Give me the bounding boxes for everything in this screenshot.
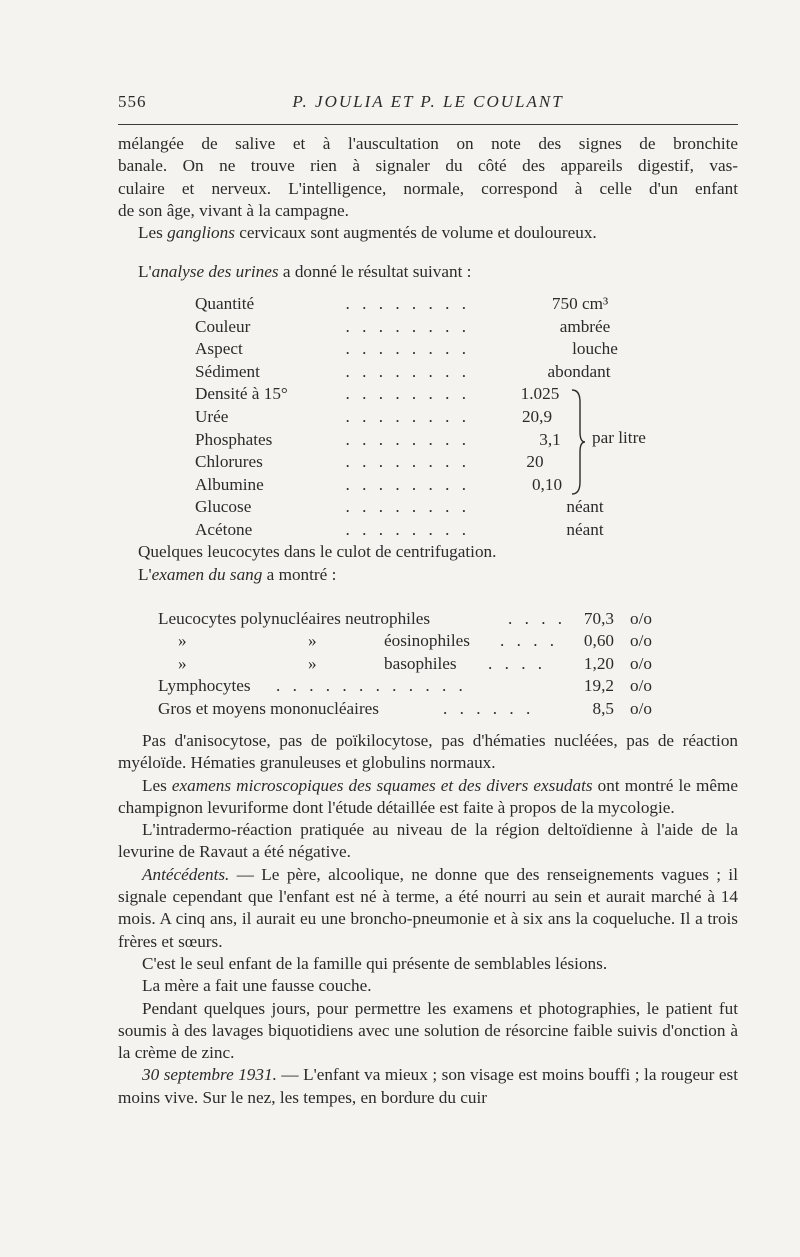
paragraph-7: La mère a fait une fausse couche. <box>142 976 372 996</box>
running-head: P. JOULIA ET P. LE COULANT <box>292 92 564 111</box>
urine-row <box>195 361 655 384</box>
paragraph-3-pre: Les <box>142 775 172 795</box>
blood-row <box>158 608 718 630</box>
paragraph-6: C'est le seul enfant de la famille qui présente de semblables lésions. <box>142 953 608 973</box>
blood-unit: o/o <box>630 698 652 718</box>
urine-value: ambrée <box>559 316 611 336</box>
urine-intro-pre: L' <box>138 262 152 281</box>
urine-value: 0,10 <box>531 474 563 494</box>
paragraph-5-post: — Le père, alcoolique, ne donne que des renseignements vagues ; il signale cependant que l'enfant est né à terme, a été nourri au sein et aurait marché à 14 mois. A cinq ans, il aurait eu une broncho-pneumonie et à six ans la coqueluche. Il a trois frères et sœurs. <box>118 864 738 951</box>
urine-value: 1.025 <box>520 384 560 404</box>
urine-label: Acétone <box>195 519 253 539</box>
blood-unit: o/o <box>630 609 652 628</box>
leader-dots: . . . . . . . . <box>345 497 470 517</box>
blood-value: 70,3 <box>583 609 614 628</box>
blood-intro-post: a montré : <box>262 565 337 584</box>
blood-label: éosinophiles <box>384 631 470 651</box>
urine-label: Glucose <box>195 497 252 517</box>
leader-dots: . . . . . . . . <box>345 384 470 404</box>
ditto-mark: » <box>308 631 317 651</box>
blood-row <box>158 698 718 720</box>
antecedents-heading: Antécédents. <box>142 864 230 884</box>
paragraph-3 <box>118 775 738 820</box>
paragraph-group-2 <box>118 730 738 1109</box>
leader-dots: . . . . . . . . <box>345 361 470 381</box>
leucocytes-line: Quelques leucocytes dans le culot de centrifugation. <box>138 542 497 561</box>
urine-row <box>195 383 655 406</box>
urine-row <box>195 474 655 497</box>
urine-value: abondant <box>547 361 611 381</box>
urine-row <box>195 406 655 429</box>
paragraph-2 <box>118 730 738 775</box>
blood-value: 0,60 <box>583 631 614 651</box>
blood-label: Gros et moyens mononucléaires <box>158 698 379 718</box>
date-heading: 30 septembre 1931. <box>142 1065 277 1085</box>
right-brace <box>570 388 586 496</box>
ganglions-italic: ganglions <box>167 223 235 243</box>
blood-table <box>158 608 718 720</box>
paragraph-1-line: de son âge, vivant à la campagne. <box>118 200 349 220</box>
leader-dots: . . . . . . . . <box>345 429 470 449</box>
urine-label: Phosphates <box>195 429 273 449</box>
ganglions-line <box>118 222 738 244</box>
paragraph-2-line: de réaction myéloïde. Hématies granuleuses et globulins normaux. <box>118 731 739 773</box>
paragraph-9-post: — L'enfant va mieux ; son visage est moins bouffi ; la rougeur est moins vive. Sur le nez, les tempes, en bordure du cuir <box>118 1065 739 1107</box>
urine-value: 750 cm³ <box>551 294 609 313</box>
paragraph-5 <box>118 864 738 953</box>
ganglions-post: cervicaux sont augmentés de volume et douloureux. <box>234 223 597 243</box>
blood-unit: o/o <box>630 676 652 696</box>
paragraph-2-line: Pas d'anisocytose, pas de poïkilocytose, pas d'hématies nucléées, pas <box>142 731 650 750</box>
paragraph-1 <box>118 133 738 244</box>
urine-value: 20,9 <box>521 406 553 426</box>
paragraph-4: L'intradermo-réaction pratiquée au niveau de la région deltoïdienne à l'aide de la levurine de Ravaut a été négative. <box>118 820 738 862</box>
leader-dots: . . . . <box>488 653 547 673</box>
urine-value: 20 <box>526 452 544 472</box>
leader-dots: . . . . <box>500 631 559 651</box>
leader-dots: . . . . . . . . . . . . <box>276 676 467 696</box>
urine-label: Albumine <box>195 474 264 494</box>
urine-row <box>195 451 655 474</box>
urine-label: Aspect <box>195 339 243 359</box>
urine-value: louche <box>572 339 618 359</box>
ganglions-pre: Les <box>138 223 168 243</box>
leader-dots: . . . . . . . . <box>345 339 470 359</box>
per-litre-label: par litre <box>592 428 646 447</box>
page-number: 556 <box>118 92 147 111</box>
blood-value: 8,5 <box>592 698 614 718</box>
leader-dots: . . . . . . <box>443 698 535 718</box>
blood-unit: o/o <box>630 653 652 673</box>
blood-row <box>158 675 718 697</box>
urine-label: Densité à 15° <box>195 384 288 404</box>
ditto-mark: » <box>178 653 187 673</box>
paragraph-3-post: ont montré le même champignon levuriforme dont l'étude détaillée est faite à propos de la mycologie. <box>118 775 738 817</box>
urine-row <box>195 316 655 339</box>
urine-value: néant <box>566 497 604 517</box>
urine-table <box>195 293 655 542</box>
paragraph-8: Pendant quelques jours, pour permettre les examens et photographies, le patient fut soumis à des lavages biquotidiens avec une solution de résorcine faible suivis d'onction à la crème de zinc. <box>118 998 738 1063</box>
urine-row <box>195 293 655 316</box>
blood-row <box>158 630 718 652</box>
urine-label: Couleur <box>195 316 251 336</box>
blood-value: 19,2 <box>583 676 614 696</box>
paragraph-9 <box>118 1064 738 1109</box>
page-header <box>118 92 738 114</box>
paragraph-3-italic: examens microscopiques des squames et des divers exsudats <box>171 775 593 795</box>
ditto-mark: » <box>178 631 187 651</box>
header-rule <box>118 124 738 125</box>
ditto-mark: » <box>308 653 317 673</box>
leader-dots: . . . . <box>508 609 567 628</box>
paragraph-1-line: banale. On ne trouve rien à signaler du côté des appareils digestif, vas- <box>118 156 738 176</box>
blood-intro <box>138 564 336 586</box>
paragraph-1-line: mélangée de salive et à l'auscultation on note des signes de bronchite <box>118 134 738 153</box>
urine-intro-italic: analyse des urines <box>151 262 279 281</box>
blood-row <box>158 653 718 675</box>
urine-value: néant <box>566 519 604 539</box>
blood-intro-pre: L' <box>138 565 152 584</box>
blood-intro-italic: examen du sang <box>151 565 263 584</box>
blood-label: Leucocytes polynucléaires neutrophiles <box>158 609 431 628</box>
urine-row <box>195 338 655 361</box>
urine-label: Chlorures <box>195 452 263 472</box>
blood-label: Lymphocytes <box>158 676 251 696</box>
urine-label: Urée <box>195 406 229 426</box>
paragraph-1-line: culaire et nerveux. L'intelligence, normale, correspond à celle d'un enfant <box>118 178 738 198</box>
blood-value: 1,20 <box>583 653 614 673</box>
urine-row <box>195 496 655 519</box>
urine-intro <box>138 262 471 282</box>
urine-value: 3,1 <box>539 429 561 449</box>
urine-row <box>195 519 655 542</box>
urine-label: Sédiment <box>195 361 260 381</box>
leader-dots: . . . . . . . . <box>345 294 470 313</box>
blood-label: basophiles <box>384 653 457 673</box>
leader-dots: . . . . . . . . <box>345 452 470 472</box>
leader-dots: . . . . . . . . <box>345 519 470 539</box>
urine-row <box>195 429 655 452</box>
urine-intro-post: a donné le résultat suivant : <box>278 262 472 281</box>
leader-dots: . . . . . . . . <box>345 316 470 336</box>
leader-dots: . . . . . . . . <box>345 474 470 494</box>
blood-unit: o/o <box>630 631 652 651</box>
urine-label: Quantité <box>195 294 255 313</box>
leader-dots: . . . . . . . . <box>345 406 470 426</box>
